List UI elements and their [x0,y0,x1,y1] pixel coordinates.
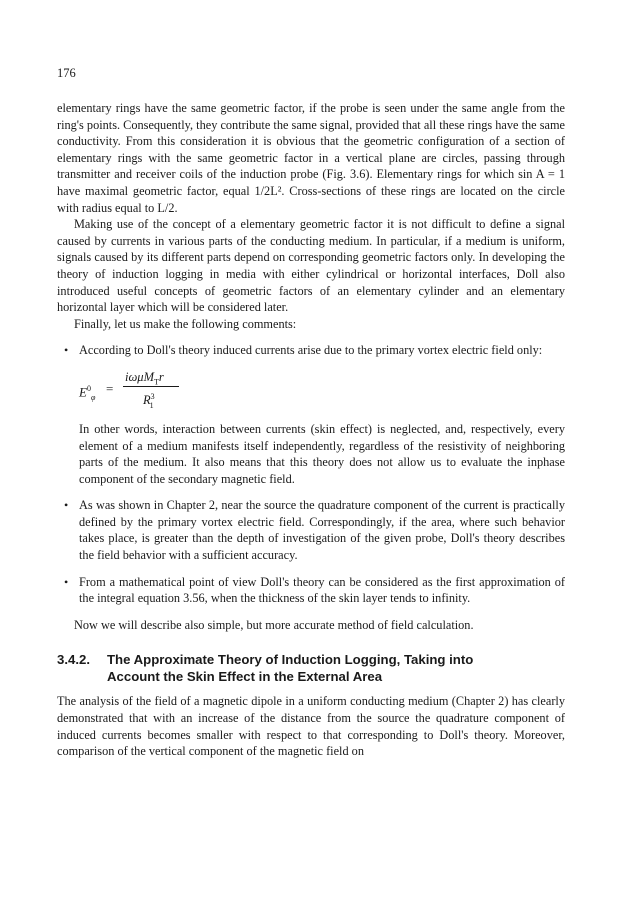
section-title-line-2: Account the Skin Effect in the External Area [107,669,383,685]
equals-sign: = [106,380,114,396]
paragraph: Finally, let us make the following comments: [74,316,297,331]
paragraph: Making use of the concept of a elementary geometric factor it is not difficult to define a signal caused by currents in various parts of the conducting medium. In particular, if a medium is uniform, signals caused by its different parts depend on corresponding geometric factors only. In developing the theory of induction logging in media with either cylindrical or horizontal interfaces, Doll also introduced useful concepts of geometric factors of an elementary cylinder and an elementary horizontal layer which will be considered later. [57,217,565,315]
bullet-icon: • [64,343,69,358]
fraction-bar [123,386,179,387]
bullet-text: As was shown in Chapter 2, near the source the quadrature component of the current is practically defined by the primary vortex electric field. Correspondingly, if the area, where such behavior takes place, is greater than the depth of investigation of the given probe, Doll's theory describes the field behavior with a sufficient accuracy. [79,498,565,563]
section-heading [57,651,565,685]
equation-lhs: $E^0_\varphi$ [79,383,96,402]
list-item [57,574,565,607]
comment-list [57,342,565,607]
paragraph: The analysis of the field of a magnetic dipole in a uniform conducting medium (Chapter 2) has clearly demonstrated that with an increase of the distance from the source the quadrature component of induced currents becomes smaller with respect to that corresponding to Doll's theory. Moreover, comparison of the vertical component of the magnetic field on [57,694,565,759]
bullet-icon: • [64,498,69,513]
equation-e-phi [79,369,565,411]
bullet-icon: • [64,574,69,589]
equation-denominator: $R^3_1$ [143,391,155,410]
paragraph: elementary rings have the same geometric factor, if the probe is seen under the same angle from the ring's points. Consequently, they contribute the same signal, provided that all these rings have the same conductivity. From this consideration it is obvious that the geometric configuration of a section of elementary rings with the same geometric factor in a vertical plane are circles, passing through transmitter and receiver coils of the induction probe (Fig. 3.6). Elementary rings for which sin A = 1 have maximal geometric factor, equal 1/2L². Cross-sections of these rings are located on the circle with radius equal to L/2. [57,101,565,215]
section-title-line-1: The Approximate Theory of Induction Logging, Taking into [107,652,474,668]
list-item [57,342,565,487]
equation-numerator: iωμM$_T$r [125,369,164,387]
bullet-text: According to Doll's theory induced currents arise due to the primary vortex electric field only: [79,343,543,358]
bullet-text: From a mathematical point of view Doll's theory can be considered as the first approximation of the integral equation 3.56, when the thickness of the skin layer tends to infinity. [79,574,565,606]
page-number: 176 [57,66,76,80]
list-item [57,497,565,563]
page-body [57,100,565,760]
paragraph: Now we will describe also simple, but more accurate method of field calculation. [74,617,474,632]
section-number: 3.4.2. [57,652,90,668]
bullet-text: In other words, interaction between currents (skin effect) is neglected, and, respectively, every element of a medium manifests itself independently, regardless of the resistivity of neighboring parts of the medium. It also means that this theory does not allow us to evaluate the inphase component of the secondary magnetic field. [79,421,565,486]
